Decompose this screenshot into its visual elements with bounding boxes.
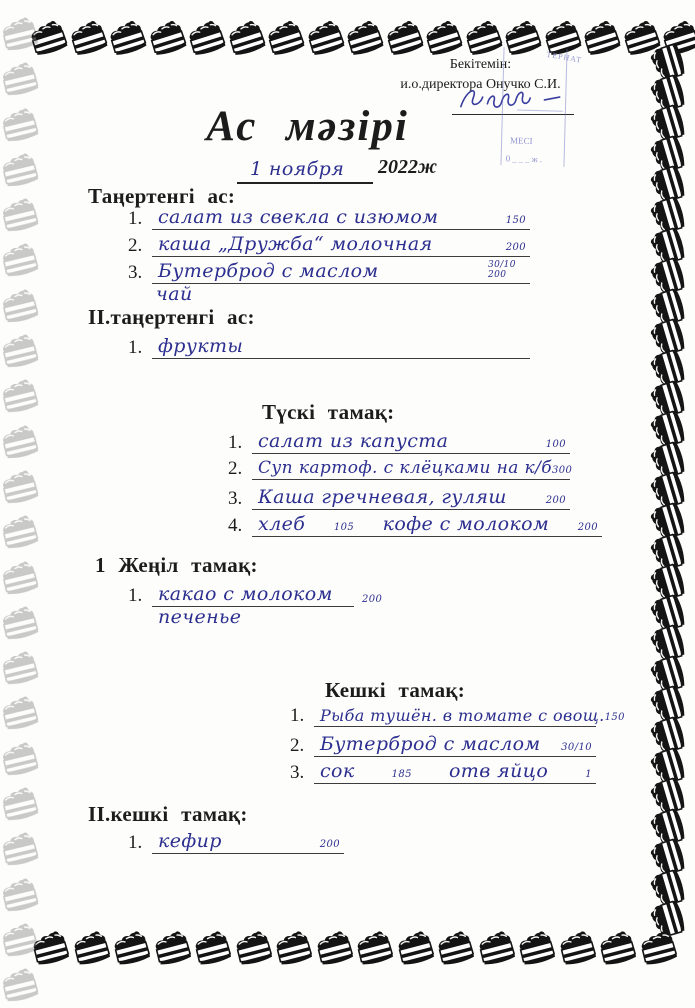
section-heading-dinner: Кешкі тамақ: xyxy=(325,678,466,702)
cake-slice-icon xyxy=(0,874,43,924)
cake-slice-icon xyxy=(635,927,681,969)
cake-slice-icon xyxy=(0,602,43,652)
cake-slice-icon xyxy=(311,927,357,969)
cake-border-right xyxy=(645,48,685,935)
cake-slice-icon xyxy=(0,738,43,788)
cake-slice-icon xyxy=(513,927,559,969)
item-portion: 1 xyxy=(585,769,592,780)
item-portion: 100 xyxy=(545,439,566,450)
item-subline: печенье xyxy=(158,606,242,628)
cake-slice-icon xyxy=(270,927,316,969)
item-text: отв яйцо xyxy=(448,760,549,782)
item-text: кофе с молоком xyxy=(382,513,550,535)
cake-slice-icon xyxy=(0,829,43,879)
menu-item xyxy=(128,260,530,284)
item-portion: 30/10 200 xyxy=(488,260,516,280)
stamp-text: ТЕРНАТ xyxy=(545,49,583,65)
cake-slice-icon xyxy=(222,16,268,59)
cake-slice-icon xyxy=(0,195,43,245)
menu-item xyxy=(228,486,570,510)
item-number: 3. xyxy=(228,488,243,509)
item-portion: 200 xyxy=(577,522,598,533)
menu-item xyxy=(290,733,596,757)
menu-item xyxy=(228,430,570,454)
cake-slice-icon xyxy=(459,16,505,59)
date-handwritten: 1 ноября xyxy=(250,158,345,180)
item-portion: 185 xyxy=(391,769,412,780)
item-number: 3. xyxy=(128,262,143,283)
menu-item xyxy=(128,206,530,230)
cake-border-top xyxy=(28,20,695,56)
stamp-text: МЕСІ xyxy=(509,135,533,146)
item-portion: 30/10 xyxy=(561,742,592,753)
item-number: 1. xyxy=(290,705,305,726)
date-year: 2022ж xyxy=(378,156,438,178)
cake-slice-icon xyxy=(68,927,114,969)
cake-slice-icon xyxy=(380,16,426,59)
item-text: Каша гречневая, гуляш xyxy=(258,486,507,508)
cake-slice-icon xyxy=(341,16,387,59)
stamp-text: 0___ж. xyxy=(505,153,545,165)
cake-slice-icon xyxy=(0,648,43,698)
item-text: Бутерброд с маслом xyxy=(320,733,541,755)
item-portion: 200 xyxy=(505,242,526,253)
approval-label: Бекітемін: xyxy=(449,57,512,72)
menu-item xyxy=(128,583,382,607)
page-title: Ас мәзірі xyxy=(206,103,409,150)
item-number: 1. xyxy=(128,832,143,853)
menu-item xyxy=(128,335,530,359)
menu-item xyxy=(228,458,573,480)
approver-name: и.о.директора Онучко С.И. xyxy=(400,77,561,93)
item-portion: 150 xyxy=(505,215,526,226)
section-heading-lunch: Түскі тамақ: xyxy=(262,400,395,424)
cake-slice-icon xyxy=(578,16,624,59)
cake-slice-icon xyxy=(0,285,43,335)
cake-slice-icon xyxy=(0,421,43,471)
item-number: 2. xyxy=(128,235,143,256)
menu-item xyxy=(128,830,344,854)
section-heading-light-meal: 1 Жеңіл тамақ: xyxy=(95,553,258,577)
menu-item xyxy=(290,705,625,727)
cake-slice-icon xyxy=(230,927,276,969)
cake-slice-icon xyxy=(183,16,229,59)
date-underline xyxy=(237,182,373,184)
section-heading-second-breakfast: ІІ.таңертенгі ас: xyxy=(88,305,255,329)
item-portion: 300 xyxy=(552,465,573,476)
item-portion: 200 xyxy=(362,594,383,605)
item-text: каша „Дружба“ молочная xyxy=(158,233,433,255)
menu-item xyxy=(290,760,596,784)
item-number: 1. xyxy=(128,337,143,358)
item-text: Бутерброд с маслом xyxy=(158,260,379,282)
cake-slice-icon xyxy=(189,927,235,969)
item-text: какао с молоком xyxy=(158,583,333,605)
cake-slice-icon xyxy=(0,149,43,199)
cake-slice-icon xyxy=(0,376,43,426)
cake-slice-icon xyxy=(554,927,600,969)
cake-border-bottom xyxy=(30,930,678,966)
cake-slice-icon xyxy=(0,331,43,381)
cake-slice-icon xyxy=(301,16,347,59)
cake-slice-icon xyxy=(594,927,640,969)
cake-slice-icon xyxy=(0,557,43,607)
cake-slice-icon xyxy=(0,466,43,516)
item-text: салат из капуста xyxy=(258,430,449,452)
item-text: фрукты xyxy=(158,335,244,357)
cake-slice-icon xyxy=(0,13,43,63)
item-portion: 200 xyxy=(319,839,340,850)
cake-slice-icon xyxy=(0,240,43,290)
cake-slice-icon xyxy=(0,919,43,969)
cake-slice-icon xyxy=(143,16,189,59)
item-text: сок xyxy=(320,760,355,782)
item-number: 4. xyxy=(228,515,243,536)
item-subline: чай xyxy=(156,283,193,305)
item-number: 1. xyxy=(228,432,243,453)
cake-slice-icon xyxy=(104,16,150,59)
menu-item xyxy=(128,233,530,257)
cake-slice-icon xyxy=(351,927,397,969)
item-text: кефир xyxy=(158,830,222,852)
menu-item xyxy=(228,513,602,537)
cake-border-left xyxy=(0,16,40,1008)
item-number: 3. xyxy=(290,762,305,783)
item-portion: 105 xyxy=(333,522,355,533)
item-text: Суп картоф. с клёцками на к/б xyxy=(258,458,553,478)
item-number: 2. xyxy=(290,735,305,756)
item-text: салат из свекла с изюмом xyxy=(158,206,439,228)
item-number: 1. xyxy=(128,585,143,606)
cake-slice-icon xyxy=(0,965,43,1008)
item-portion: 200 xyxy=(545,495,566,506)
item-portion: 150 xyxy=(604,712,625,723)
item-number: 2. xyxy=(228,458,243,479)
cake-slice-icon xyxy=(392,927,438,969)
cake-slice-icon xyxy=(108,927,154,969)
item-text: Рыба тушён. в томате с овощ. xyxy=(320,706,605,725)
item-number: 1. xyxy=(128,208,143,229)
section-heading-breakfast: Таңертенгі ас: xyxy=(88,184,236,208)
item-text: хлеб xyxy=(258,513,306,535)
cake-slice-icon xyxy=(0,693,43,743)
cake-slice-icon xyxy=(420,16,466,59)
cake-slice-icon xyxy=(262,16,308,59)
section-heading-second-dinner: ІІ.кешкі тамақ: xyxy=(88,802,248,826)
cake-slice-icon xyxy=(64,16,110,59)
cake-slice-icon xyxy=(432,927,478,969)
cake-slice-icon xyxy=(473,927,519,969)
cake-slice-icon xyxy=(0,512,43,562)
cake-slice-icon xyxy=(149,927,195,969)
cake-slice-icon xyxy=(0,783,43,833)
